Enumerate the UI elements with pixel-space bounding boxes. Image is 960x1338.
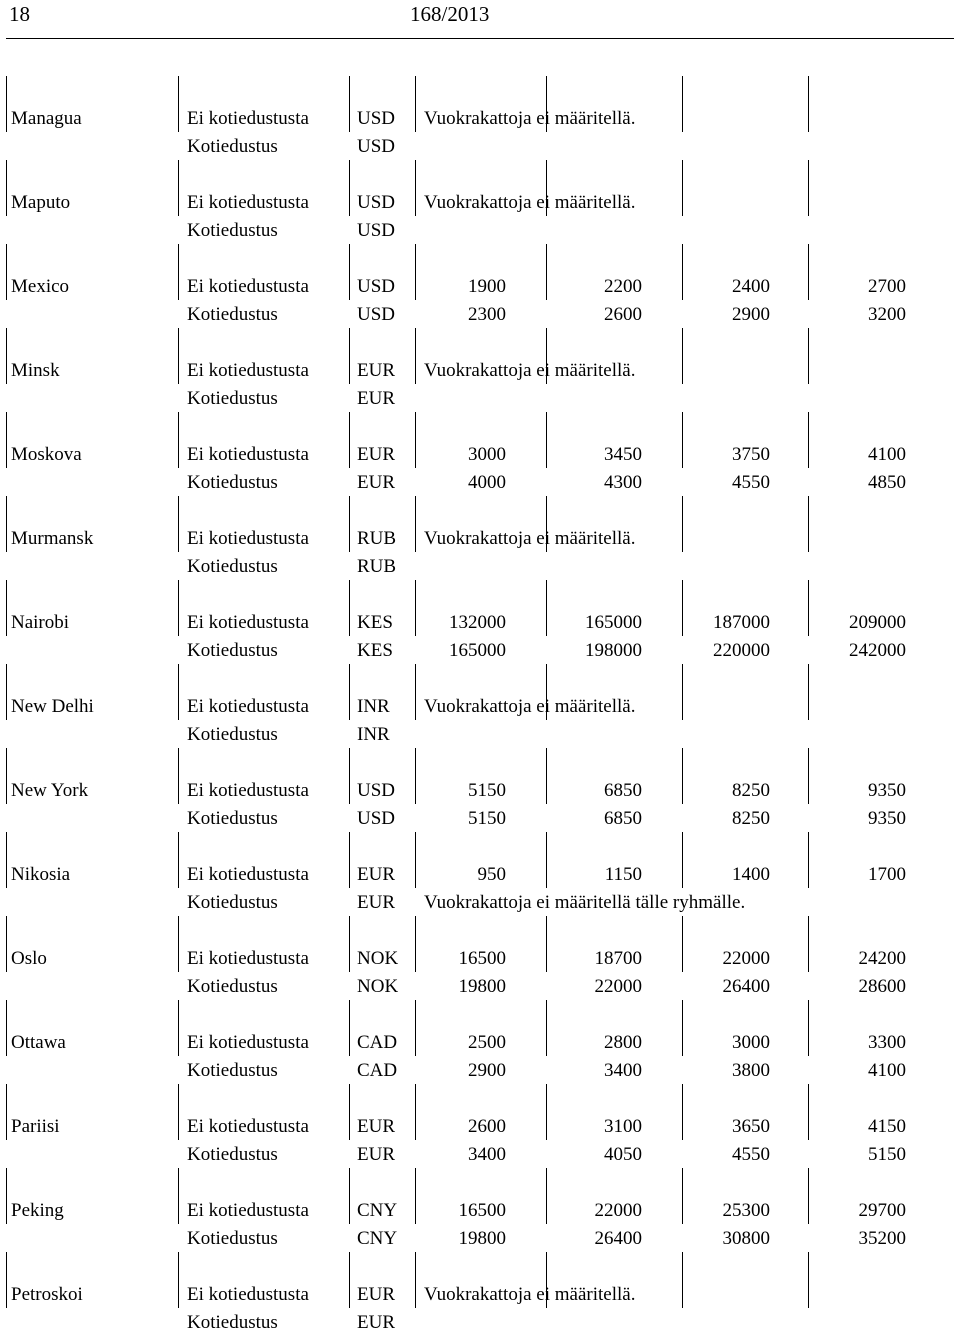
currency-code: USD <box>357 220 396 241</box>
column-divider <box>415 160 416 216</box>
rent-note: Vuokrakattoja ei määritellä. <box>424 108 636 129</box>
rent-value: 2500 <box>468 1032 506 1053</box>
column-divider <box>808 76 809 132</box>
column-divider <box>415 328 416 384</box>
column-divider <box>178 1084 179 1140</box>
housing-label-none: Ei kotiedustusta <box>187 1032 309 1053</box>
city-name: Maputo <box>11 192 71 213</box>
column-divider <box>6 1252 7 1308</box>
housing-label-none: Ei kotiedustusta <box>187 276 309 297</box>
currency-code: KES <box>357 612 393 633</box>
column-divider <box>178 580 179 636</box>
rent-value: 22000 <box>594 1200 642 1221</box>
rent-value: 4150 <box>868 1116 906 1137</box>
column-divider <box>349 748 350 804</box>
city-name: New Delhi <box>11 696 94 717</box>
column-divider <box>349 160 350 216</box>
rent-value: 950 <box>477 864 506 885</box>
housing-label-none: Ei kotiedustusta <box>187 612 309 633</box>
table-row <box>0 1084 960 1168</box>
rent-note: Vuokrakattoja ei määritellä. <box>424 192 636 213</box>
housing-label-home: Kotiedustus <box>187 808 278 829</box>
column-divider <box>349 1000 350 1056</box>
city-name: Nikosia <box>11 864 71 885</box>
rent-value: 242000 <box>849 640 906 661</box>
housing-label-home: Kotiedustus <box>187 1228 278 1249</box>
column-divider <box>178 244 179 300</box>
column-divider <box>178 916 179 972</box>
column-divider <box>808 496 809 552</box>
housing-label-home: Kotiedustus <box>187 136 278 157</box>
rent-value: 4550 <box>732 1144 770 1165</box>
column-divider <box>349 76 350 132</box>
table-row <box>0 496 960 580</box>
rent-value: 1400 <box>732 864 770 885</box>
column-divider <box>415 1252 416 1308</box>
rent-value: 4000 <box>468 472 506 493</box>
city-name: Peking <box>11 1200 64 1221</box>
rent-value: 3200 <box>868 304 906 325</box>
rent-value: 16500 <box>458 948 506 969</box>
column-divider <box>178 328 179 384</box>
rent-value: 29700 <box>858 1200 906 1221</box>
city-name: Murmansk <box>11 528 94 549</box>
table-row <box>0 580 960 664</box>
city-name: Nairobi <box>11 612 70 633</box>
housing-label-none: Ei kotiedustusta <box>187 528 309 549</box>
housing-label-none: Ei kotiedustusta <box>187 108 309 129</box>
table-row <box>0 412 960 496</box>
currency-code: USD <box>357 304 396 325</box>
column-divider <box>178 76 179 132</box>
column-divider <box>349 1084 350 1140</box>
column-divider <box>349 1168 350 1224</box>
city-name: Minsk <box>11 360 60 381</box>
rent-value: 4100 <box>868 444 906 465</box>
column-divider <box>415 76 416 132</box>
column-divider <box>178 832 179 888</box>
column-divider <box>6 664 7 720</box>
housing-label-home: Kotiedustus <box>187 388 278 409</box>
currency-code: INR <box>357 724 390 745</box>
housing-label-none: Ei kotiedustusta <box>187 444 309 465</box>
rent-value: 2600 <box>468 1116 506 1137</box>
table-row <box>0 664 960 748</box>
rent-value: 3650 <box>732 1116 770 1137</box>
rent-value: 3800 <box>732 1060 770 1081</box>
currency-code: USD <box>357 808 396 829</box>
rent-note: Vuokrakattoja ei määritellä tälle ryhmälle. <box>424 892 746 913</box>
rent-value: 9350 <box>868 780 906 801</box>
rent-value: 24200 <box>858 948 906 969</box>
rent-value: 2700 <box>868 276 906 297</box>
currency-code: EUR <box>357 1116 395 1137</box>
housing-label-none: Ei kotiedustusta <box>187 1284 309 1305</box>
rent-value: 1900 <box>468 276 506 297</box>
housing-label-home: Kotiedustus <box>187 304 278 325</box>
column-divider <box>349 580 350 636</box>
housing-label-none: Ei kotiedustusta <box>187 864 309 885</box>
rent-value: 26400 <box>594 1228 642 1249</box>
rent-value: 28600 <box>858 976 906 997</box>
rent-value: 3400 <box>604 1060 642 1081</box>
rent-value: 30800 <box>722 1228 770 1249</box>
column-divider <box>6 1000 7 1056</box>
rent-value: 22000 <box>594 976 642 997</box>
currency-code: KES <box>357 640 393 661</box>
column-divider <box>6 328 7 384</box>
column-divider <box>682 496 683 552</box>
rent-value: 165000 <box>449 640 506 661</box>
city-name: Ottawa <box>11 1032 66 1053</box>
column-divider <box>6 916 7 972</box>
rent-value: 3450 <box>604 444 642 465</box>
currency-code: EUR <box>357 444 395 465</box>
currency-code: EUR <box>357 360 395 381</box>
column-divider <box>349 664 350 720</box>
currency-code: USD <box>357 136 396 157</box>
currency-code: USD <box>357 108 396 129</box>
document-number: 168/2013 <box>410 2 490 26</box>
table-row <box>0 1168 960 1252</box>
column-divider <box>178 1252 179 1308</box>
table-row <box>0 328 960 412</box>
rent-value: 2600 <box>604 304 642 325</box>
rent-value: 1150 <box>604 864 642 885</box>
currency-code: NOK <box>357 948 399 969</box>
rent-value: 2300 <box>468 304 506 325</box>
column-divider <box>808 1252 809 1308</box>
rent-note: Vuokrakattoja ei määritellä. <box>424 360 636 381</box>
column-divider <box>6 160 7 216</box>
housing-label-none: Ei kotiedustusta <box>187 360 309 381</box>
rent-value: 4300 <box>604 472 642 493</box>
column-divider <box>349 916 350 972</box>
housing-label-none: Ei kotiedustusta <box>187 948 309 969</box>
column-divider <box>682 664 683 720</box>
currency-code: USD <box>357 276 396 297</box>
rent-value: 6850 <box>604 808 642 829</box>
rent-value: 198000 <box>585 640 642 661</box>
rent-value: 3400 <box>468 1144 506 1165</box>
rent-value: 3750 <box>732 444 770 465</box>
column-divider <box>682 76 683 132</box>
column-divider <box>178 412 179 468</box>
rent-value: 5150 <box>468 808 506 829</box>
table-row <box>0 1252 960 1336</box>
column-divider <box>178 160 179 216</box>
column-divider <box>682 328 683 384</box>
rent-value: 19800 <box>458 1228 506 1249</box>
column-divider <box>6 244 7 300</box>
rent-value: 35200 <box>858 1228 906 1249</box>
city-name: Managua <box>11 108 82 129</box>
city-name: Oslo <box>11 948 47 969</box>
rent-value: 209000 <box>849 612 906 633</box>
currency-code: USD <box>357 192 396 213</box>
currency-code: EUR <box>357 864 395 885</box>
table-row <box>0 244 960 328</box>
rent-value: 220000 <box>713 640 770 661</box>
currency-code: EUR <box>357 1312 395 1333</box>
column-divider <box>6 412 7 468</box>
column-divider <box>6 748 7 804</box>
rent-value: 2200 <box>604 276 642 297</box>
rent-value: 4100 <box>868 1060 906 1081</box>
rent-value: 3000 <box>732 1032 770 1053</box>
column-divider <box>682 160 683 216</box>
rent-value: 3000 <box>468 444 506 465</box>
rent-value: 187000 <box>713 612 770 633</box>
column-divider <box>349 328 350 384</box>
currency-code: CNY <box>357 1228 398 1249</box>
rent-value: 3300 <box>868 1032 906 1053</box>
rent-value: 6850 <box>604 780 642 801</box>
rent-value: 4050 <box>604 1144 642 1165</box>
column-divider <box>415 496 416 552</box>
currency-code: EUR <box>357 1284 395 1305</box>
city-name: Pariisi <box>11 1116 60 1137</box>
housing-label-none: Ei kotiedustusta <box>187 1200 309 1221</box>
rent-value: 4550 <box>732 472 770 493</box>
rent-value: 165000 <box>585 612 642 633</box>
city-name: Mexico <box>11 276 70 297</box>
rent-table <box>0 76 960 1336</box>
column-divider <box>349 244 350 300</box>
rent-value: 2800 <box>604 1032 642 1053</box>
rent-value: 18700 <box>594 948 642 969</box>
rent-value: 3100 <box>604 1116 642 1137</box>
housing-label-home: Kotiedustus <box>187 1312 278 1333</box>
rent-value: 5150 <box>868 1144 906 1165</box>
housing-label-none: Ei kotiedustusta <box>187 1116 309 1137</box>
column-divider <box>682 1252 683 1308</box>
housing-label-none: Ei kotiedustusta <box>187 192 309 213</box>
table-row <box>0 748 960 832</box>
city-name: Petroskoi <box>11 1284 83 1305</box>
rent-value: 1700 <box>868 864 906 885</box>
column-divider <box>349 1252 350 1308</box>
rent-value: 4850 <box>868 472 906 493</box>
housing-label-home: Kotiedustus <box>187 724 278 745</box>
rent-value: 2400 <box>732 276 770 297</box>
currency-code: INR <box>357 696 390 717</box>
table-row <box>0 160 960 244</box>
column-divider <box>6 496 7 552</box>
currency-code: CNY <box>357 1200 398 1221</box>
rent-value: 26400 <box>722 976 770 997</box>
rent-value: 8250 <box>732 808 770 829</box>
currency-code: EUR <box>357 388 395 409</box>
rent-note: Vuokrakattoja ei määritellä. <box>424 696 636 717</box>
currency-code: EUR <box>357 1144 395 1165</box>
currency-code: CAD <box>357 1060 398 1081</box>
housing-label-none: Ei kotiedustusta <box>187 780 309 801</box>
column-divider <box>808 664 809 720</box>
column-divider <box>6 832 7 888</box>
housing-label-home: Kotiedustus <box>187 1060 278 1081</box>
currency-code: RUB <box>357 556 397 577</box>
housing-label-home: Kotiedustus <box>187 976 278 997</box>
rent-value: 19800 <box>458 976 506 997</box>
housing-label-home: Kotiedustus <box>187 1144 278 1165</box>
housing-label-home: Kotiedustus <box>187 556 278 577</box>
column-divider <box>178 496 179 552</box>
housing-label-none: Ei kotiedustusta <box>187 696 309 717</box>
rent-value: 16500 <box>458 1200 506 1221</box>
rent-value: 2900 <box>468 1060 506 1081</box>
column-divider <box>178 1168 179 1224</box>
column-divider <box>178 664 179 720</box>
column-divider <box>178 1000 179 1056</box>
rent-value: 132000 <box>449 612 506 633</box>
currency-code: EUR <box>357 892 395 913</box>
column-divider <box>808 160 809 216</box>
housing-label-home: Kotiedustus <box>187 892 278 913</box>
column-divider <box>349 496 350 552</box>
housing-label-home: Kotiedustus <box>187 640 278 661</box>
rent-value: 2900 <box>732 304 770 325</box>
column-divider <box>415 664 416 720</box>
table-row <box>0 1000 960 1084</box>
rent-value: 5150 <box>468 780 506 801</box>
table-row <box>0 76 960 160</box>
column-divider <box>6 580 7 636</box>
column-divider <box>6 76 7 132</box>
page-number: 18 <box>9 2 30 26</box>
city-name: Moskova <box>11 444 82 465</box>
table-row <box>0 916 960 1000</box>
currency-code: USD <box>357 780 396 801</box>
housing-label-home: Kotiedustus <box>187 472 278 493</box>
rent-note: Vuokrakattoja ei määritellä. <box>424 528 636 549</box>
column-divider <box>349 832 350 888</box>
city-name: New York <box>11 780 89 801</box>
column-divider <box>808 328 809 384</box>
currency-code: CAD <box>357 1032 398 1053</box>
rent-value: 22000 <box>722 948 770 969</box>
currency-code: NOK <box>357 976 399 997</box>
column-divider <box>6 1168 7 1224</box>
currency-code: RUB <box>357 528 397 549</box>
header-rule <box>6 38 954 39</box>
rent-value: 9350 <box>868 808 906 829</box>
rent-value: 25300 <box>722 1200 770 1221</box>
column-divider <box>178 748 179 804</box>
table-row <box>0 832 960 916</box>
column-divider <box>6 1084 7 1140</box>
rent-note: Vuokrakattoja ei määritellä. <box>424 1284 636 1305</box>
rent-value: 8250 <box>732 780 770 801</box>
currency-code: EUR <box>357 472 395 493</box>
column-divider <box>349 412 350 468</box>
housing-label-home: Kotiedustus <box>187 220 278 241</box>
